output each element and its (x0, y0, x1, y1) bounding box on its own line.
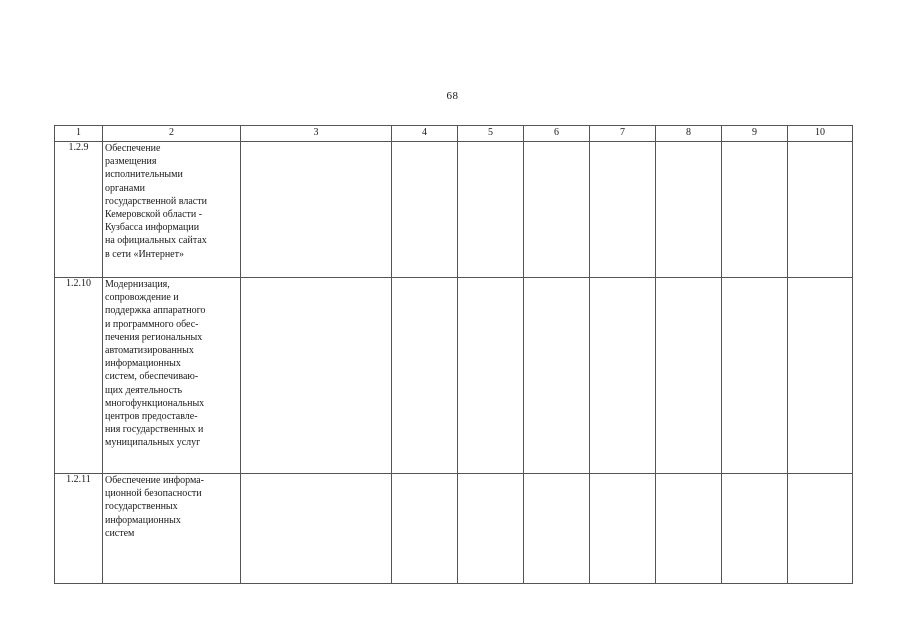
column-header: 9 (722, 126, 788, 142)
description-line: печения региональных (105, 331, 203, 343)
empty-cell (392, 474, 458, 584)
column-header: 5 (458, 126, 524, 142)
column-header: 2 (103, 126, 241, 142)
description-line: Обеспечение информа- (105, 475, 205, 486)
description-line: Модернизация, (105, 279, 170, 290)
row-number: 1.2.9 (55, 142, 103, 278)
empty-cell (656, 474, 722, 584)
table-row (55, 142, 853, 278)
empty-cell (524, 474, 590, 584)
description-line: центров предоставле- (105, 411, 198, 423)
column-header: 7 (590, 126, 656, 142)
empty-cell (722, 278, 788, 474)
description-line: государственной власти (105, 195, 207, 207)
row-number: 1.2.11 (55, 474, 103, 584)
column-header: 10 (788, 126, 853, 142)
description-line: информационных (105, 514, 181, 526)
table-row (55, 278, 853, 474)
data-table (54, 125, 853, 584)
row-description (103, 474, 241, 584)
empty-cell (524, 142, 590, 278)
description-line: щих деятельность (105, 384, 183, 396)
empty-cell (392, 278, 458, 474)
description-line: автоматизированных (105, 345, 194, 357)
empty-cell (524, 278, 590, 474)
empty-cell (590, 278, 656, 474)
description-line: размещения (105, 156, 157, 168)
empty-cell (788, 278, 853, 474)
description-line: Кемеровской области - (105, 209, 203, 221)
table-row (55, 474, 853, 584)
column-header: 8 (656, 126, 722, 142)
description-line: и программного обес- (105, 318, 199, 330)
column-header: 4 (392, 126, 458, 142)
column-header: 3 (241, 126, 392, 142)
empty-cell (590, 474, 656, 584)
empty-cell (722, 142, 788, 278)
description-line: систем, обеспечиваю- (105, 371, 199, 383)
page-number: 68 (446, 90, 459, 102)
empty-cell (241, 142, 392, 278)
empty-cell (458, 142, 524, 278)
description-line: Обеспечение (105, 143, 161, 154)
description-line: ния государственных и (105, 424, 204, 436)
description-line: информационных (105, 358, 181, 370)
description-line: муниципальных услуг (105, 437, 201, 449)
empty-cell (392, 142, 458, 278)
description-line: сопровождение и (105, 292, 179, 304)
description-line: многофункциональных (105, 397, 205, 409)
description-line: поддержка аппаратного (105, 305, 206, 317)
column-header: 1 (55, 126, 103, 142)
description-line: исполнительными (105, 169, 183, 181)
row-description (103, 278, 241, 474)
description-line: в сети «Интернет» (105, 248, 184, 260)
description-line: государственных (105, 501, 178, 513)
empty-cell (656, 142, 722, 278)
empty-cell (241, 474, 392, 584)
column-header: 6 (524, 126, 590, 142)
row-description (103, 142, 241, 278)
empty-cell (656, 278, 722, 474)
description-line: органами (105, 182, 146, 194)
description-line: на официальных сайтах (105, 235, 207, 247)
empty-cell (788, 474, 853, 584)
empty-cell (458, 474, 524, 584)
empty-cell (788, 142, 853, 278)
empty-cell (458, 278, 524, 474)
description-line: Кузбасса информации (105, 222, 200, 234)
row-number: 1.2.10 (55, 278, 103, 474)
empty-cell (241, 278, 392, 474)
description-line: систем (105, 527, 135, 539)
table-header-row (55, 126, 853, 142)
empty-cell (590, 142, 656, 278)
description-line: ционной безопасности (105, 488, 202, 500)
empty-cell (722, 474, 788, 584)
